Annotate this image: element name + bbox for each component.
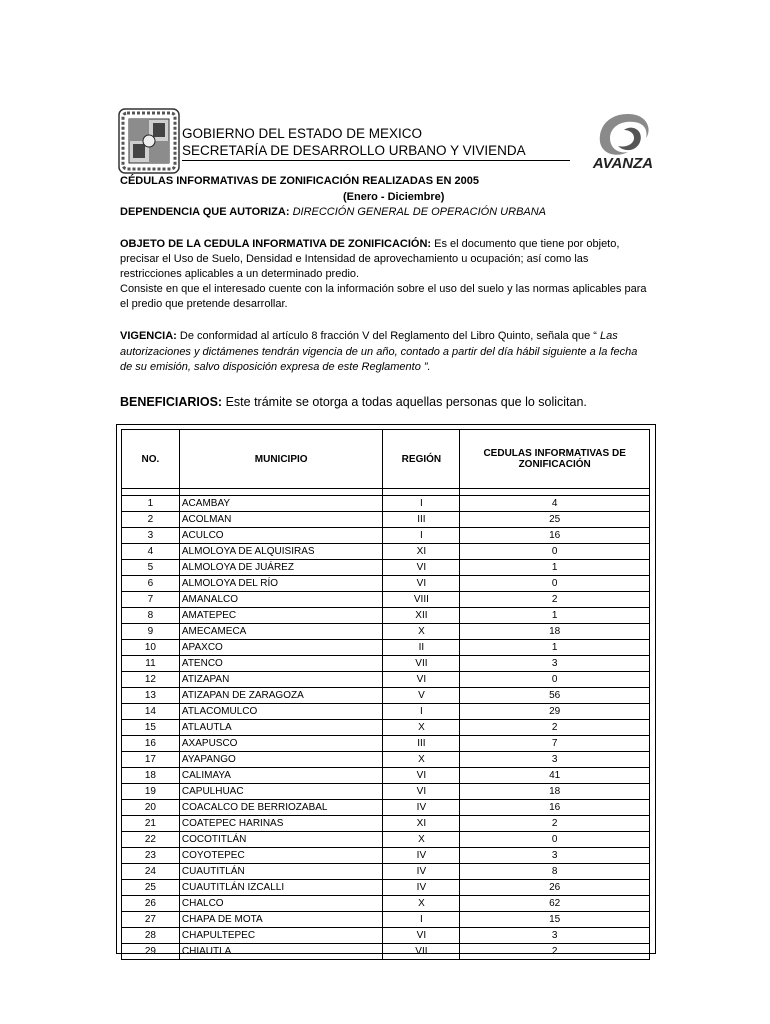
dependency-value: DIRECCIÓN GENERAL DE OPERACIÓN URBANA (292, 206, 547, 218)
row-municipio: CHALCO (179, 896, 383, 912)
objeto-text-4: Consiste en que el interesado cuente con la información sobre el uso del suelo y las normas aplicables para (120, 283, 647, 295)
header-municipio: MUNICIPIO (179, 430, 383, 489)
table-row (122, 848, 650, 864)
row-municipio: AMANALCO (179, 592, 383, 608)
row-cedulas: 2 (460, 720, 650, 736)
avanza-logo-icon (578, 110, 668, 172)
row-municipio: CHIAUTLA (179, 944, 383, 960)
row-number: 9 (122, 624, 180, 640)
objeto-text-2: precisar el Uso de Suelo, Densidad e Intensidad de aprovechamiento u ocupación; así como las (120, 253, 589, 265)
row-number: 2 (122, 512, 180, 528)
row-municipio: AMECAMECA (179, 624, 383, 640)
table-row (122, 816, 650, 832)
vigencia-paragraph (120, 329, 618, 345)
table-row (122, 592, 650, 608)
row-cedulas: 4 (460, 496, 650, 512)
row-municipio: ATLACOMULCO (179, 704, 383, 720)
table-row (122, 576, 650, 592)
row-number: 6 (122, 576, 180, 592)
row-cedulas: 0 (460, 544, 650, 560)
row-municipio: COATEPEC HARINAS (179, 816, 383, 832)
table-row (122, 720, 650, 736)
row-cedulas: 8 (460, 864, 650, 880)
table-row (122, 880, 650, 896)
row-number: 16 (122, 736, 180, 752)
beneficiarios-label: BENEFICIARIOS: (120, 395, 223, 409)
header-cedulas-line2: ZONIFICACIÓN (518, 459, 591, 470)
row-cedulas: 15 (460, 912, 650, 928)
row-cedulas: 29 (460, 704, 650, 720)
header-cedulas-line1: CEDULAS INFORMATIVAS DE (483, 448, 626, 459)
row-number: 13 (122, 688, 180, 704)
row-number: 28 (122, 928, 180, 944)
table-row (122, 768, 650, 784)
row-region: X (383, 896, 460, 912)
row-number: 22 (122, 832, 180, 848)
row-municipio: ATLAUTLA (179, 720, 383, 736)
row-municipio: CUAUTITLÁN (179, 864, 383, 880)
table-row (122, 640, 650, 656)
row-region: VII (383, 944, 460, 960)
table-row (122, 704, 650, 720)
table-row (122, 624, 650, 640)
table-row (122, 656, 650, 672)
table-row (122, 496, 650, 512)
table-row (122, 944, 650, 960)
row-cedulas: 3 (460, 752, 650, 768)
report-period: (Enero - Diciembre) (343, 191, 445, 203)
row-region: I (383, 704, 460, 720)
row-municipio: AYAPANGO (179, 752, 383, 768)
row-cedulas: 3 (460, 848, 650, 864)
row-cedulas: 0 (460, 832, 650, 848)
row-municipio: ACOLMAN (179, 512, 383, 528)
objeto-text-5: el predio que pretende desarrollar. (120, 298, 288, 310)
row-cedulas: 0 (460, 576, 650, 592)
row-number: 4 (122, 544, 180, 560)
row-number: 27 (122, 912, 180, 928)
row-municipio: CHAPULTEPEC (179, 928, 383, 944)
row-region: X (383, 832, 460, 848)
row-number: 5 (122, 560, 180, 576)
vigencia-text-3: de su emisión, salvo disposición expresa de este Reglamento ”. (120, 361, 431, 373)
table-row (122, 864, 650, 880)
row-region: XII (383, 608, 460, 624)
beneficiarios-text: Este trámite se otorga a todas aquellas personas que lo solicitan. (225, 395, 587, 409)
row-region: VI (383, 576, 460, 592)
row-municipio: APAXCO (179, 640, 383, 656)
row-municipio: CAPULHUAC (179, 784, 383, 800)
row-number: 26 (122, 896, 180, 912)
row-region: II (383, 640, 460, 656)
row-region: VII (383, 656, 460, 672)
row-municipio: CHAPA DE MOTA (179, 912, 383, 928)
row-municipio: AXAPUSCO (179, 736, 383, 752)
row-number: 10 (122, 640, 180, 656)
vigencia-text-1: De conformidad al artículo 8 fracción V del Reglamento del Libro Quinto, señala que “ (179, 330, 597, 342)
row-cedulas: 16 (460, 800, 650, 816)
row-region: XI (383, 816, 460, 832)
table-spacer-row (122, 489, 650, 496)
table-row (122, 928, 650, 944)
row-region: IV (383, 848, 460, 864)
table-body (122, 489, 650, 960)
table-row (122, 800, 650, 816)
row-number: 23 (122, 848, 180, 864)
vigencia-text-1-italic: Las (599, 330, 618, 342)
row-number: 12 (122, 672, 180, 688)
table-header-row (122, 430, 650, 489)
secretariat-name: SECRETARÍA DE DESARROLLO URBANO Y VIVIENDA (182, 143, 526, 158)
row-region: VI (383, 784, 460, 800)
row-municipio: ACULCO (179, 528, 383, 544)
row-region: X (383, 624, 460, 640)
row-number: 25 (122, 880, 180, 896)
row-municipio: COCOTITLÁN (179, 832, 383, 848)
objeto-label: OBJETO DE LA CEDULA INFORMATIVA DE ZONIFICACIÓN: (120, 238, 432, 250)
authorizing-dependency (120, 205, 546, 221)
table-row (122, 784, 650, 800)
row-region: I (383, 496, 460, 512)
row-region: X (383, 720, 460, 736)
row-region: IV (383, 864, 460, 880)
table-row (122, 544, 650, 560)
row-cedulas: 26 (460, 880, 650, 896)
row-cedulas: 1 (460, 560, 650, 576)
row-region: XI (383, 544, 460, 560)
row-municipio: ATIZAPAN (179, 672, 383, 688)
table-row (122, 560, 650, 576)
row-municipio: ATENCO (179, 656, 383, 672)
row-cedulas: 41 (460, 768, 650, 784)
row-region: IV (383, 800, 460, 816)
row-cedulas: 7 (460, 736, 650, 752)
vigencia-label: VIGENCIA: (120, 330, 177, 342)
row-cedulas: 18 (460, 624, 650, 640)
row-municipio: CUAUTITLÁN IZCALLI (179, 880, 383, 896)
row-municipio: ACAMBAY (179, 496, 383, 512)
row-cedulas: 2 (460, 944, 650, 960)
row-municipio: AMATEPEC (179, 608, 383, 624)
header-divider (182, 160, 570, 161)
cedulas-table-frame (116, 424, 656, 957)
objeto-paragraph (120, 237, 619, 253)
row-region: VI (383, 560, 460, 576)
table-row (122, 832, 650, 848)
beneficiarios-paragraph (120, 395, 587, 411)
row-cedulas: 2 (460, 816, 650, 832)
table-row (122, 608, 650, 624)
cedulas-table (121, 429, 650, 960)
row-number: 19 (122, 784, 180, 800)
objeto-text-1: Es el documento que tiene por objeto, (434, 238, 620, 250)
row-cedulas: 3 (460, 928, 650, 944)
table-row (122, 672, 650, 688)
state-seal-icon (118, 108, 180, 174)
row-region: VI (383, 768, 460, 784)
row-municipio: ATIZAPAN DE ZARAGOZA (179, 688, 383, 704)
table-row (122, 528, 650, 544)
vigencia-text-2: autorizaciones y dictámenes tendrán vigencia de un año, contado a partir del día hábil siguiente a la fecha (120, 346, 638, 358)
logo-text: AVANZA (592, 155, 654, 172)
header-cedulas (460, 430, 650, 489)
report-title: CÉDULAS INFORMATIVAS DE ZONIFICACIÓN REALIZADAS EN 2005 (120, 175, 479, 187)
row-number: 20 (122, 800, 180, 816)
dependency-label: DEPENDENCIA QUE AUTORIZA: (120, 206, 290, 218)
row-number: 15 (122, 720, 180, 736)
table-row (122, 736, 650, 752)
row-cedulas: 3 (460, 656, 650, 672)
row-municipio: ALMOLOYA DE JUÁREZ (179, 560, 383, 576)
table-row (122, 912, 650, 928)
header-region: REGIÓN (383, 430, 460, 489)
row-number: 18 (122, 768, 180, 784)
row-region: I (383, 528, 460, 544)
row-cedulas: 62 (460, 896, 650, 912)
table-row (122, 688, 650, 704)
row-region: I (383, 912, 460, 928)
row-region: VI (383, 928, 460, 944)
government-name: GOBIERNO DEL ESTADO DE MEXICO (182, 126, 423, 141)
row-number: 17 (122, 752, 180, 768)
row-cedulas: 16 (460, 528, 650, 544)
row-municipio: ALMOLOYA DEL RÍO (179, 576, 383, 592)
table-row (122, 752, 650, 768)
row-region: X (383, 752, 460, 768)
row-municipio: ALMOLOYA DE ALQUISIRAS (179, 544, 383, 560)
table-row (122, 512, 650, 528)
row-region: VI (383, 672, 460, 688)
row-number: 14 (122, 704, 180, 720)
row-cedulas: 18 (460, 784, 650, 800)
row-region: IV (383, 880, 460, 896)
row-region: VIII (383, 592, 460, 608)
row-municipio: COACALCO DE BERRIOZABAL (179, 800, 383, 816)
row-number: 24 (122, 864, 180, 880)
row-number: 8 (122, 608, 180, 624)
header-no: NO. (122, 430, 180, 489)
row-region: III (383, 512, 460, 528)
row-municipio: CALIMAYA (179, 768, 383, 784)
row-number: 11 (122, 656, 180, 672)
row-region: V (383, 688, 460, 704)
row-cedulas: 1 (460, 640, 650, 656)
row-cedulas: 1 (460, 608, 650, 624)
row-cedulas: 0 (460, 672, 650, 688)
table-row (122, 896, 650, 912)
row-region: III (383, 736, 460, 752)
row-number: 1 (122, 496, 180, 512)
row-number: 7 (122, 592, 180, 608)
row-cedulas: 56 (460, 688, 650, 704)
row-number: 29 (122, 944, 180, 960)
objeto-text-3: restricciones aplicables a un determinado predio. (120, 268, 360, 280)
row-municipio: COYOTEPEC (179, 848, 383, 864)
row-number: 21 (122, 816, 180, 832)
row-cedulas: 2 (460, 592, 650, 608)
row-number: 3 (122, 528, 180, 544)
row-cedulas: 25 (460, 512, 650, 528)
